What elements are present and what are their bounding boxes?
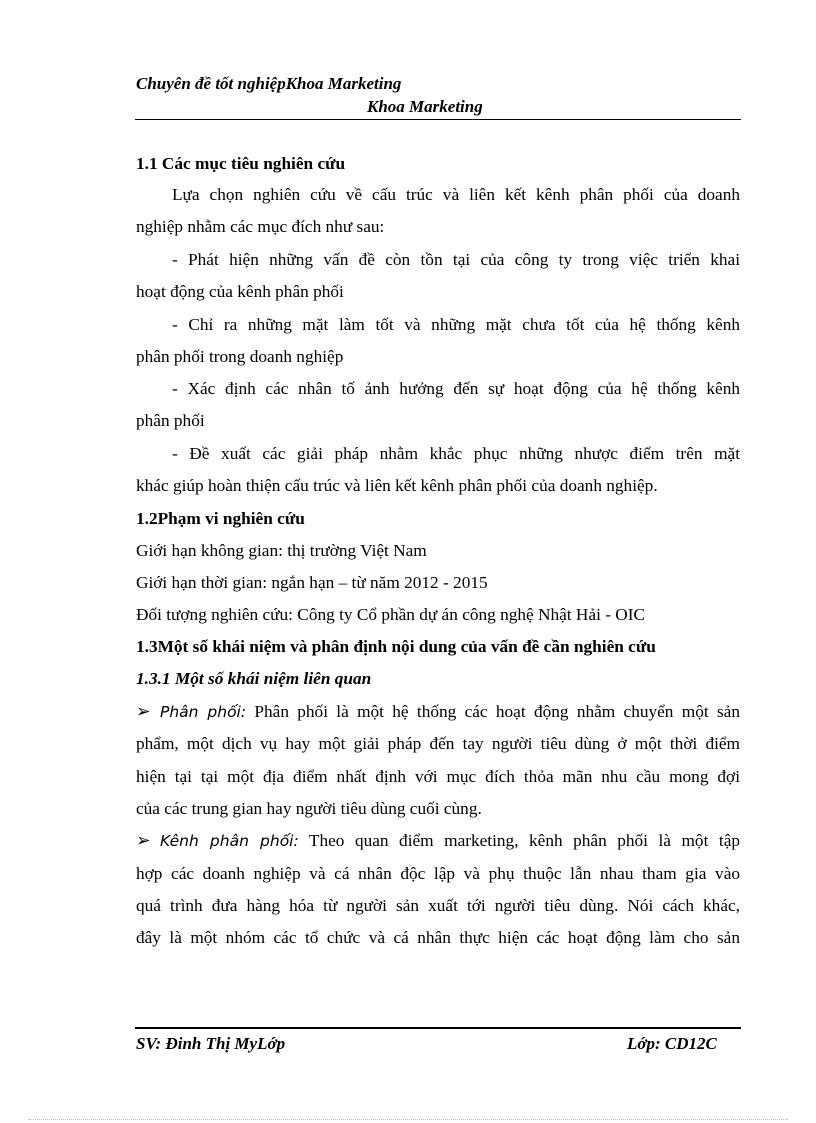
footer-student: SV: Đinh Thị MyLớp	[136, 1034, 286, 1053]
scope-line: Giới hạn thời gian: ngắn hạn – từ năm 2012 - 2015	[136, 573, 488, 592]
bullet-line: - Xác định các nhân tố ảnh hưởng đến sự hoạt động của hệ thống kênh	[172, 379, 740, 398]
definition-line: hiện tại tại một địa điểm nhất định với mục đích thỏa mãn nhu cầu mong đợi	[136, 767, 740, 786]
definition-text: Phân phối là một hệ thống các hoạt động nhằm chuyển một sản	[246, 702, 740, 721]
header-department: Khoa Marketing	[367, 97, 483, 116]
scope-line: Giới hạn không gian: thị trường Việt Nam	[136, 541, 427, 560]
term-phan-phoi: Phân phối:	[160, 703, 247, 721]
heading-1-1: 1.1 Các mục tiêu nghiên cứu	[136, 154, 346, 173]
heading-1-3-1: 1.3.1 Một số khái niệm liên quan	[136, 669, 372, 688]
bullet-line: khác giúp hoàn thiện cấu trúc và liên kết kênh phân phối của doanh nghiệp.	[136, 476, 658, 495]
scope-line: Đối tượng nghiên cứu: Công ty Cổ phần dự án công nghệ Nhật Hải - OIC	[136, 605, 646, 624]
footer-rule	[135, 1027, 741, 1029]
paragraph-line: Lựa chọn nghiên cứu về cấu trúc và liên kết kênh phân phối của doanh	[172, 185, 740, 204]
paragraph-line: nghiệp nhằm các mục đích như sau:	[136, 217, 385, 236]
bullet-line: phân phối	[136, 411, 205, 430]
definition-line	[136, 830, 740, 852]
arrow-bullet-icon: ➢	[136, 702, 151, 721]
header-title: Chuyên đề tốt nghiệpKhoa Marketing	[136, 74, 402, 93]
arrow-bullet-icon: ➢	[136, 831, 151, 850]
bullet-line: hoạt động của kênh phân phối	[136, 282, 344, 301]
bullet-line: - Phát hiện những vấn đề còn tồn tại của công ty trong việc triển khai	[172, 250, 740, 269]
bullet-line: - Đề xuất các giải pháp nhằm khắc phục những nhược điểm trên mặt	[172, 444, 740, 463]
heading-1-2: 1.2Phạm vi nghiên cứu	[136, 509, 305, 528]
bullet-line: phân phối trong doanh nghiệp	[136, 347, 344, 366]
definition-line: đây là một nhóm các tổ chức và cá nhân thực hiện các hoạt động làm cho sản	[136, 928, 740, 947]
definition-line: của các trung gian hay người tiêu dùng cuối cùng.	[136, 799, 482, 818]
definition-text: Theo quan điểm marketing, kênh phân phối là một tập	[298, 831, 740, 850]
page-border	[28, 1119, 788, 1120]
definition-line: hợp các doanh nghiệp và cá nhân độc lập và phụ thuộc lẫn nhau tham gia vào	[136, 864, 740, 883]
bullet-line: - Chỉ ra những mặt làm tốt và những mặt chưa tốt của hệ thống kênh	[172, 315, 740, 334]
definition-line: phẩm, một dịch vụ hay một giải pháp đến tay người tiêu dùng ở một thời điểm	[136, 734, 740, 753]
definition-line	[136, 701, 740, 723]
definition-line: quá trình đưa hàng hóa từ người sản xuất tới người tiêu dùng. Nói cách khác,	[136, 896, 740, 915]
header-rule	[135, 119, 741, 120]
footer-class: Lớp: CD12C	[627, 1034, 717, 1053]
term-kenh-phan-phoi: Kênh phân phối:	[160, 832, 299, 850]
heading-1-3: 1.3Một số khái niệm và phân định nội dung của vấn đề cần nghiên cứu	[136, 637, 656, 656]
